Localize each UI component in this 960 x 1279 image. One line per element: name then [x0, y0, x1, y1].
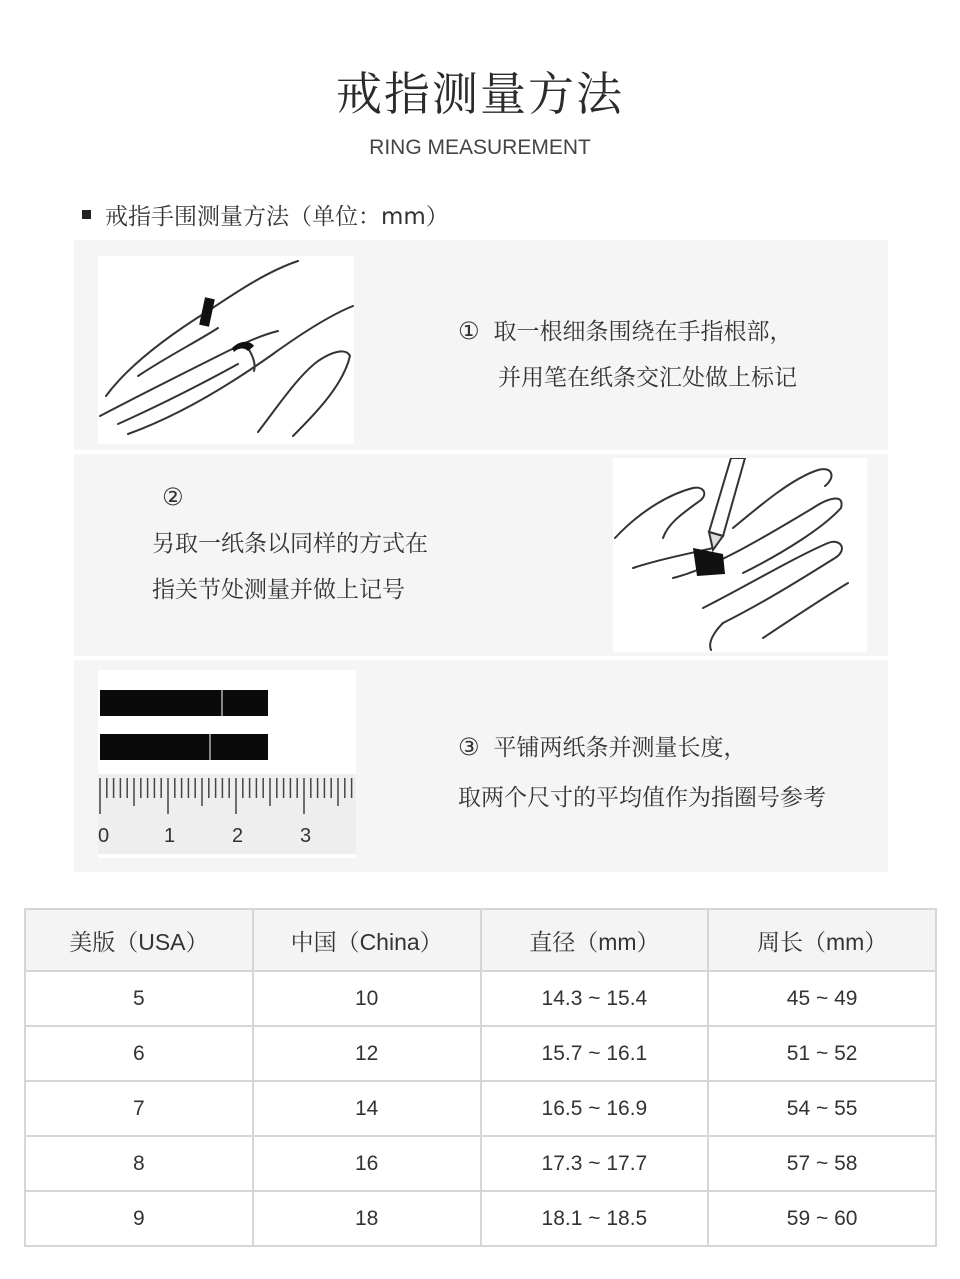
page-title: 戒指测量方法 [336, 67, 624, 121]
page-subtitle: RING MEASUREMENT [369, 136, 591, 159]
step-2-panel [74, 454, 888, 656]
cell-china: 14 [253, 1081, 481, 1136]
ruler-label-2: 2 [232, 825, 244, 847]
header-diameter: 直径（mm） [481, 909, 709, 971]
header-china: 中国（China） [253, 909, 481, 971]
table-row [25, 971, 936, 1026]
step-1-panel [74, 240, 888, 450]
step-2-text [152, 474, 428, 613]
cell-diameter: 16.5 ~ 16.9 [481, 1081, 709, 1136]
table-row [25, 1191, 936, 1246]
step-3-line-2: 取两个尺寸的平均值作为指圈号参考 [458, 785, 826, 811]
step-1-text [458, 308, 797, 401]
table-row [25, 1081, 936, 1136]
table-row [25, 1136, 936, 1191]
step-3-line-1: 平铺两纸条并测量长度， [493, 735, 747, 761]
paper-strips-ruler-illustration [98, 670, 356, 858]
cell-diameter: 17.3 ~ 17.7 [481, 1136, 709, 1191]
ruler-label-0: 0 [98, 825, 110, 847]
hand-wrap-strip-illustration [98, 256, 354, 444]
cell-circumference: 51 ~ 52 [708, 1026, 936, 1081]
cell-diameter: 14.3 ~ 15.4 [481, 971, 709, 1026]
step-1-line-1: 取一根细条围绕在手指根部， [493, 319, 793, 345]
step-2-line-1: 另取一纸条以同样的方式在 [152, 531, 428, 557]
header-usa: 美版（USA） [25, 909, 253, 971]
cell-china: 10 [253, 971, 481, 1026]
cell-circumference: 45 ~ 49 [708, 971, 936, 1026]
paper-strip-1 [100, 690, 268, 716]
cell-china: 16 [253, 1136, 481, 1191]
cell-china: 18 [253, 1191, 481, 1246]
section-heading [82, 198, 449, 230]
cell-usa: 9 [25, 1191, 253, 1246]
table-header-row [25, 909, 936, 971]
cell-circumference: 57 ~ 58 [708, 1136, 936, 1191]
step-2-number: ② [162, 483, 184, 511]
cell-circumference: 59 ~ 60 [708, 1191, 936, 1246]
header-circumference: 周长（mm） [708, 909, 936, 971]
step-1-number: ① [458, 317, 480, 345]
paper-strip-2 [100, 734, 268, 760]
cell-circumference: 54 ~ 55 [708, 1081, 936, 1136]
ruler-label-3: 3 [300, 825, 312, 847]
square-bullet-icon [82, 210, 91, 219]
cell-usa: 6 [25, 1026, 253, 1081]
ruler-label-1: 1 [164, 825, 176, 847]
cell-diameter: 15.7 ~ 16.1 [481, 1026, 709, 1081]
cell-usa: 7 [25, 1081, 253, 1136]
cell-diameter: 18.1 ~ 18.5 [481, 1191, 709, 1246]
step-3-number: ③ [458, 733, 480, 761]
cell-china: 12 [253, 1026, 481, 1081]
section-heading-text: 戒指手围测量方法（单位：mm） [105, 203, 449, 230]
cell-usa: 5 [25, 971, 253, 1026]
cell-usa: 8 [25, 1136, 253, 1191]
hand-pen-marking-illustration [613, 458, 867, 652]
step-1-line-2: 并用笔在纸条交汇处做上标记 [498, 365, 797, 391]
table-row [25, 1026, 936, 1081]
ring-size-table [24, 908, 937, 1247]
step-2-line-2: 指关节处测量并做上记号 [152, 577, 405, 603]
step-3-text [458, 722, 826, 823]
step-3-panel [74, 660, 888, 872]
